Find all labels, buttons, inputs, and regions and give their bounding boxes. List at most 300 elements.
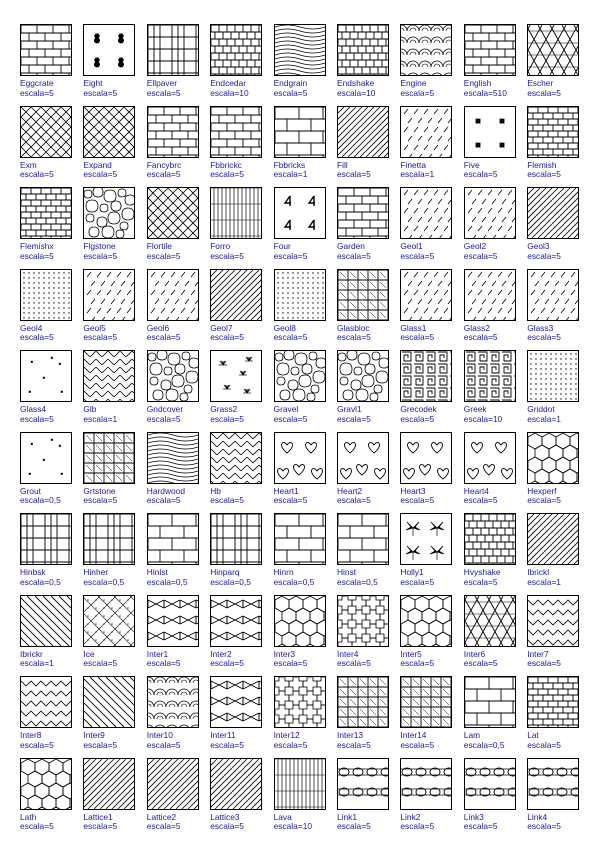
pattern-scale: escala=0,5 — [146, 576, 188, 587]
pattern-scale: escala=5 — [83, 821, 118, 831]
pattern-preview-icon — [211, 188, 261, 238]
pattern-scale: escala=5 — [463, 576, 498, 587]
svg-text:■: ■ — [474, 115, 481, 127]
pattern-preview-icon — [148, 759, 198, 809]
pattern-name: Glass1 — [400, 322, 427, 333]
pattern-cell — [464, 676, 527, 756]
pattern-scale: escala=5 — [400, 658, 435, 668]
pattern-preview-icon — [401, 514, 451, 564]
pattern-scale: escala=10 — [273, 821, 313, 831]
pattern-label — [210, 813, 244, 832]
pattern-name: Inter12 — [273, 730, 300, 740]
pattern-scale: escala=1 — [527, 576, 561, 587]
pattern-name: Greek — [463, 404, 487, 414]
pattern-swatch — [210, 432, 262, 484]
pattern-preview-icon — [338, 514, 388, 564]
pattern-swatch — [210, 350, 262, 402]
pattern-label — [147, 242, 181, 261]
pattern-name: Glasbloc — [337, 322, 370, 333]
pattern-swatch — [400, 676, 452, 728]
pattern-swatch — [20, 432, 72, 484]
pattern-swatch — [210, 187, 262, 239]
pattern-scale: escala=5 — [146, 87, 181, 98]
pattern-cell — [20, 758, 83, 838]
pattern-swatch — [400, 350, 452, 402]
pattern-swatch — [147, 24, 199, 76]
pattern-preview-icon — [211, 677, 261, 727]
pattern-label — [527, 405, 561, 424]
pattern-swatch — [147, 106, 199, 158]
pattern-cell — [527, 758, 590, 838]
pattern-swatch — [83, 758, 135, 810]
pattern-label — [274, 161, 308, 180]
pattern-scale: escala=5 — [146, 169, 181, 179]
pattern-swatch — [400, 758, 452, 810]
pattern-cell — [400, 432, 463, 512]
pattern-name: Four — [273, 241, 291, 251]
pattern-swatch — [147, 595, 199, 647]
pattern-swatch — [20, 350, 72, 402]
pattern-name: Ibrickl — [527, 567, 550, 577]
pattern-label — [337, 324, 371, 343]
pattern-preview-icon — [401, 188, 451, 238]
pattern-label — [274, 731, 308, 750]
pattern-scale: escala=5 — [400, 413, 435, 424]
pattern-swatch — [337, 595, 389, 647]
pattern-swatch — [210, 269, 262, 321]
pattern-label — [337, 405, 371, 424]
pattern-preview-icon — [401, 677, 451, 727]
pattern-preview-icon — [275, 514, 325, 564]
pattern-swatch — [274, 24, 326, 76]
pattern-preview-icon — [211, 433, 261, 483]
pattern-name: Glass2 — [463, 322, 490, 333]
pattern-preview-icon — [528, 677, 578, 727]
pattern-scale: escala=5 — [337, 658, 371, 668]
pattern-cell — [464, 595, 527, 675]
pattern-cell — [147, 676, 210, 756]
pattern-name: Link3 — [463, 811, 484, 822]
pattern-label — [527, 731, 561, 750]
pattern-cell — [147, 513, 210, 593]
pattern-scale: escala=5 — [400, 87, 435, 98]
pattern-swatch — [400, 269, 452, 321]
pattern-label — [83, 161, 117, 180]
pattern-preview-icon — [465, 433, 515, 483]
pattern-name: Fancybrc — [146, 159, 182, 170]
pattern-swatch — [147, 269, 199, 321]
pattern-scale: escala=1 — [20, 658, 54, 668]
pattern-preview-icon — [148, 188, 198, 238]
pattern-label — [464, 650, 498, 669]
pattern-scale: escala=5 — [273, 332, 308, 342]
pattern-swatch — [20, 24, 72, 76]
pattern-preview-icon — [338, 270, 388, 320]
pattern-name: Lattice1 — [83, 811, 113, 822]
pattern-name: Eggcrate — [20, 78, 54, 88]
pattern-label — [210, 324, 244, 343]
pattern-scale: escala=5 — [463, 250, 498, 261]
pattern-label — [337, 813, 371, 832]
pattern-preview-icon — [21, 514, 71, 564]
pattern-scale: escala=5 — [400, 576, 435, 587]
pattern-scale: escala=1 — [273, 169, 308, 179]
pattern-swatch — [20, 106, 72, 158]
pattern-name: Heart3 — [400, 485, 426, 496]
pattern-preview-icon — [528, 270, 578, 320]
pattern-name: Forro — [210, 241, 231, 251]
pattern-name: Geol4 — [20, 322, 43, 333]
pattern-preview-icon — [21, 188, 71, 238]
pattern-label — [147, 813, 181, 832]
pattern-swatch — [274, 187, 326, 239]
pattern-cell — [83, 432, 146, 512]
pattern-swatch — [527, 187, 579, 239]
pattern-cell — [527, 595, 590, 675]
pattern-cell — [20, 513, 83, 593]
pattern-preview-icon — [211, 107, 261, 157]
pattern-name: Fbbricks — [273, 159, 306, 170]
pattern-swatch — [83, 106, 135, 158]
pattern-label — [210, 731, 244, 750]
pattern-label — [464, 487, 498, 506]
pattern-preview-icon — [528, 596, 578, 646]
pattern-swatch — [274, 676, 326, 728]
pattern-swatch — [83, 269, 135, 321]
pattern-name: Glb — [83, 404, 97, 414]
pattern-preview-icon — [338, 107, 388, 157]
pattern-swatch — [210, 758, 262, 810]
pattern-cell — [147, 24, 210, 104]
pattern-label — [274, 813, 312, 832]
pattern-label — [400, 161, 434, 180]
pattern-preview-icon — [211, 351, 261, 401]
pattern-swatch — [527, 758, 579, 810]
pattern-scale: escala=5 — [83, 169, 118, 179]
pattern-cell — [147, 432, 210, 512]
pattern-preview-icon — [21, 351, 71, 401]
pattern-cell — [337, 24, 400, 104]
pattern-scale: escala=5 — [273, 413, 308, 424]
pattern-preview-icon — [465, 25, 515, 75]
pattern-swatch — [83, 595, 135, 647]
pattern-name: Hvyshake — [463, 567, 501, 577]
pattern-name: Finetta — [400, 159, 426, 170]
pattern-scale: escala=5 — [337, 739, 371, 750]
pattern-preview-icon — [275, 188, 325, 238]
pattern-name: Flortile — [146, 241, 172, 251]
pattern-cell — [337, 676, 400, 756]
pattern-label — [274, 79, 308, 98]
pattern-name: Grass2 — [210, 404, 238, 414]
pattern-preview-icon — [84, 759, 134, 809]
pattern-scale: escala=0,5 — [337, 576, 378, 587]
pattern-label — [464, 242, 498, 261]
pattern-scale: escala=5 — [83, 739, 118, 750]
pattern-cell — [210, 24, 273, 104]
pattern-name: Inter9 — [83, 730, 105, 740]
pattern-scale: escala=5 — [527, 332, 561, 342]
pattern-scale: escala=5 — [337, 413, 371, 424]
pattern-cell — [274, 24, 337, 104]
pattern-preview-icon — [275, 351, 325, 401]
pattern-preview-icon — [465, 270, 515, 320]
pattern-scale: escala=5 — [146, 821, 181, 831]
pattern-cell — [337, 350, 400, 430]
pattern-label — [210, 650, 244, 669]
pattern-scale: escala=5 — [146, 495, 181, 505]
pattern-name: English — [463, 78, 492, 88]
pattern-name: Lattice2 — [146, 811, 177, 822]
pattern-scale: escala=5 — [337, 169, 371, 179]
pattern-cell — [20, 595, 83, 675]
pattern-swatch — [527, 513, 579, 565]
pattern-scale: escala=5 — [83, 250, 118, 261]
pattern-swatch — [210, 24, 262, 76]
pattern-cell — [83, 676, 146, 756]
pattern-cell — [210, 513, 273, 593]
pattern-name: Hardwood — [146, 485, 185, 496]
pattern-cell — [400, 350, 463, 430]
pattern-name: Inter5 — [400, 648, 422, 659]
pattern-swatch — [464, 24, 516, 76]
pattern-label — [83, 731, 117, 750]
pattern-preview-icon — [21, 270, 71, 320]
pattern-name: Hexperf — [527, 485, 557, 496]
pattern-swatch — [274, 513, 326, 565]
pattern-scale: escala=10 — [210, 87, 249, 98]
pattern-cell — [210, 187, 273, 267]
pattern-cell — [400, 758, 463, 838]
pattern-cell — [464, 24, 527, 104]
svg-text:■: ■ — [474, 139, 481, 151]
pattern-swatch — [20, 187, 72, 239]
pattern-scale: escala=5 — [210, 169, 244, 179]
pattern-preview-icon — [338, 25, 388, 75]
pattern-cell — [527, 24, 590, 104]
pattern-label — [337, 650, 371, 669]
pattern-name: Inter11 — [210, 730, 236, 740]
pattern-label — [20, 813, 54, 832]
pattern-cell — [147, 187, 210, 267]
pattern-preview-icon — [528, 107, 578, 157]
pattern-scale: escala=5 — [273, 495, 308, 505]
pattern-name: Hinst — [337, 567, 357, 577]
pattern-scale: escala=5 — [527, 495, 561, 505]
pattern-name: Glass4 — [20, 404, 47, 414]
pattern-scale: escala=5 — [400, 332, 435, 342]
pattern-swatch — [20, 758, 72, 810]
pattern-scale: escala=5 — [527, 821, 561, 831]
pattern-cell — [337, 106, 400, 186]
pattern-label — [20, 161, 54, 180]
pattern-swatch — [527, 269, 579, 321]
pattern-swatch — [337, 758, 389, 810]
pattern-cell — [147, 595, 210, 675]
pattern-name: Inter8 — [20, 730, 42, 740]
pattern-name: Geol3 — [527, 241, 550, 251]
pattern-label — [464, 405, 502, 424]
pattern-scale: escala=5 — [527, 739, 561, 750]
pattern-preview-icon — [401, 107, 451, 157]
pattern-swatch — [274, 758, 326, 810]
pattern-name: Geol7 — [210, 322, 233, 333]
pattern-name: Link1 — [337, 811, 358, 822]
pattern-name: Hinher — [83, 567, 109, 577]
pattern-label — [464, 324, 498, 343]
pattern-label — [527, 79, 561, 98]
pattern-cell — [83, 595, 146, 675]
pattern-preview-icon — [275, 677, 325, 727]
pattern-cell — [210, 432, 273, 512]
pattern-label — [527, 650, 561, 669]
pattern-label — [20, 242, 54, 261]
pattern-label — [147, 161, 181, 180]
pattern-label — [210, 487, 244, 506]
pattern-swatch — [400, 432, 452, 484]
pattern-label — [83, 650, 117, 669]
pattern-name: Ice — [83, 648, 95, 659]
pattern-swatch — [274, 595, 326, 647]
pattern-scale: escala=5 — [527, 87, 561, 98]
pattern-label — [400, 568, 434, 587]
pattern-name: Escher — [527, 78, 554, 88]
pattern-cell — [83, 106, 146, 186]
pattern-name: Hinbsk — [20, 567, 46, 577]
pattern-name: Geol6 — [146, 322, 170, 333]
pattern-cell — [274, 432, 337, 512]
pattern-cell — [274, 758, 337, 838]
pattern-label — [147, 405, 183, 424]
pattern-preview-icon — [338, 596, 388, 646]
pattern-swatch — [147, 432, 199, 484]
pattern-swatch — [83, 432, 135, 484]
pattern-cell — [274, 513, 337, 593]
pattern-label — [337, 568, 378, 587]
pattern-label — [464, 568, 501, 587]
pattern-label — [274, 242, 308, 261]
pattern-label — [83, 324, 117, 343]
pattern-scale: escala=5 — [210, 821, 244, 831]
pattern-cell — [147, 269, 210, 349]
pattern-label — [83, 405, 117, 424]
pattern-scale: escala=5 — [400, 250, 435, 261]
pattern-scale: escala=1 — [400, 169, 435, 179]
pattern-preview-icon — [465, 351, 515, 401]
pattern-preview-icon — [338, 677, 388, 727]
pattern-preview-icon — [148, 25, 198, 75]
svg-text:■: ■ — [498, 139, 505, 151]
pattern-swatch — [464, 106, 516, 158]
pattern-swatch — [83, 350, 135, 402]
pattern-preview-icon — [148, 107, 198, 157]
pattern-cell — [274, 350, 337, 430]
pattern-label — [20, 405, 54, 424]
pattern-name: Endgrain — [273, 78, 308, 88]
pattern-cell — [20, 106, 83, 186]
pattern-cell — [337, 513, 400, 593]
pattern-label — [400, 813, 434, 832]
pattern-scale: escala=5 — [146, 739, 181, 750]
pattern-name: Geol5 — [83, 322, 106, 333]
pattern-label — [464, 731, 505, 750]
pattern-scale: escala=5 — [463, 332, 498, 342]
pattern-name: Inter13 — [337, 730, 364, 740]
pattern-cell — [337, 187, 400, 267]
pattern-swatch — [147, 676, 199, 728]
pattern-cell — [210, 350, 273, 430]
pattern-preview-icon — [465, 596, 515, 646]
pattern-scale: escala=5 — [20, 739, 54, 750]
pattern-scale: escala=5 — [83, 332, 118, 342]
pattern-cell — [400, 24, 463, 104]
pattern-swatch — [20, 269, 72, 321]
pattern-cell — [210, 758, 273, 838]
pattern-swatch — [464, 758, 516, 810]
pattern-name: Grtstone — [83, 485, 116, 496]
pattern-scale: escala=5 — [337, 495, 371, 505]
pattern-cell — [337, 595, 400, 675]
pattern-preview-icon — [465, 107, 515, 157]
pattern-cell — [464, 432, 527, 512]
pattern-scale: escala=5 — [527, 250, 561, 261]
pattern-swatch — [464, 350, 516, 402]
pattern-cell — [527, 350, 590, 430]
pattern-label — [83, 79, 117, 98]
pattern-swatch — [337, 269, 389, 321]
pattern-label — [83, 242, 117, 261]
pattern-scale: escala=5 — [83, 495, 118, 505]
pattern-preview-icon — [401, 25, 451, 75]
pattern-cell — [527, 187, 590, 267]
pattern-swatch — [274, 350, 326, 402]
pattern-label — [147, 568, 188, 587]
pattern-preview-icon — [528, 514, 578, 564]
pattern-cell — [147, 106, 210, 186]
pattern-name: Gndcover — [146, 404, 184, 414]
pattern-preview-icon — [21, 107, 71, 157]
pattern-preview-icon — [275, 433, 325, 483]
pattern-cell — [210, 676, 273, 756]
pattern-scale: escala=5 — [20, 821, 54, 831]
pattern-preview-icon — [84, 25, 134, 75]
pattern-scale: escala=5 — [83, 658, 118, 668]
pattern-scale: escala=5 — [210, 332, 244, 342]
pattern-preview-icon — [465, 188, 515, 238]
pattern-name: Five — [463, 159, 480, 170]
pattern-scale: escala=0,5 — [20, 576, 61, 587]
pattern-scale: escala=5 — [273, 739, 308, 750]
pattern-preview-icon — [21, 433, 71, 483]
pattern-preview-icon — [84, 351, 134, 401]
pattern-name: Hinlst — [146, 567, 168, 577]
pattern-preview-icon — [528, 759, 578, 809]
pattern-scale: escala=5 — [20, 413, 54, 424]
pattern-cell — [147, 350, 210, 430]
pattern-label — [337, 161, 371, 180]
pattern-scale: escala=5 — [337, 821, 371, 831]
pattern-name: Heart4 — [463, 485, 489, 496]
pattern-scale: escala=5 — [400, 495, 435, 505]
pattern-cell — [274, 595, 337, 675]
pattern-cell — [400, 513, 463, 593]
pattern-scale: escala=1 — [527, 413, 561, 424]
pattern-label — [464, 79, 507, 98]
pattern-cell — [274, 269, 337, 349]
pattern-name: Hinrn — [273, 567, 294, 577]
pattern-swatch — [337, 106, 389, 158]
pattern-preview-icon — [338, 351, 388, 401]
